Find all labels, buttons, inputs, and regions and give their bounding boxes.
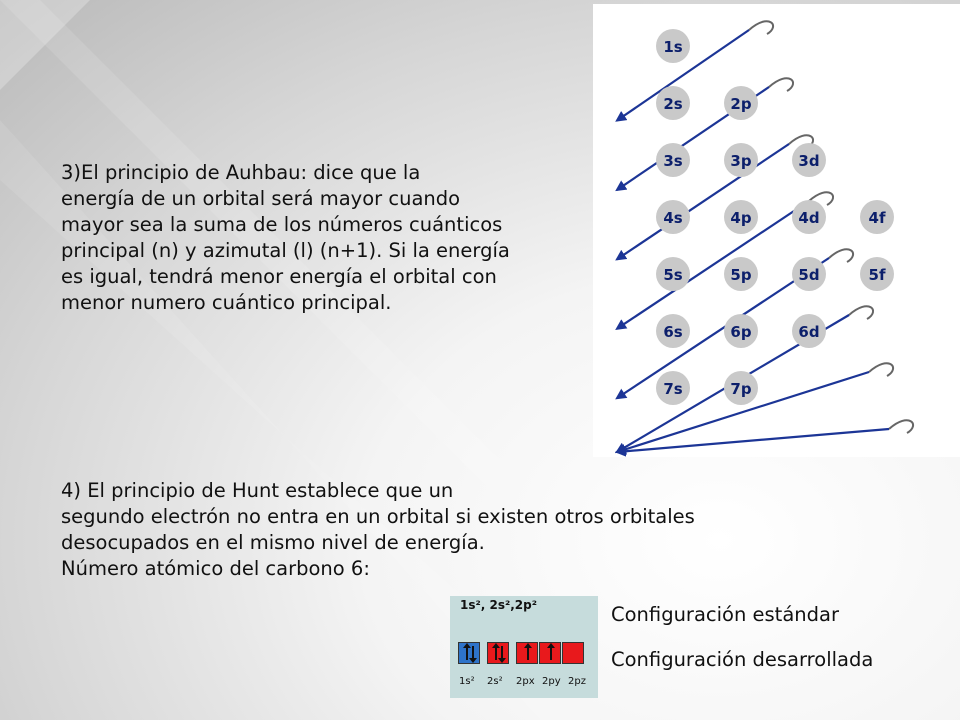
orbital-label: 7s: [663, 380, 683, 398]
orbital-label: 3p: [730, 152, 752, 170]
arrow-down-icon: [472, 646, 474, 660]
developed-configuration-caption: Configuración desarrollada: [611, 648, 874, 671]
text-line: 4) El principio de Hunt establece que un: [61, 479, 454, 502]
arrow-up-icon: [495, 646, 497, 660]
orbital-label: 4d: [798, 209, 820, 227]
diagonal-arrow: [617, 78, 793, 190]
diagonal-arrow: [617, 135, 813, 259]
orbital-label: 1s²: [459, 676, 475, 687]
orbital-label: 2s²: [487, 676, 503, 687]
aufbau-diagram-svg: [593, 4, 960, 457]
text-line: segundo electrón no entra en un orbital si existen otros orbitales: [61, 505, 695, 528]
hund-principle-paragraph: [61, 478, 861, 582]
arrow-up-icon: [550, 646, 552, 660]
orbital-box: [562, 642, 584, 664]
orbital-label: 6p: [730, 323, 752, 341]
orbital-label: 3d: [798, 152, 820, 170]
orbital-label: 2py: [542, 676, 561, 687]
orbital-box: [487, 642, 509, 664]
text-line: menor numero cuántico principal.: [61, 291, 392, 314]
orbital-label: 2pz: [568, 676, 586, 687]
orbital-label: 7p: [730, 380, 752, 398]
orbital-box: [539, 642, 561, 664]
orbital-label: 5s: [663, 266, 683, 284]
text-line: energía de un orbital será mayor cuando: [61, 187, 461, 210]
aufbau-principle-paragraph: [61, 160, 591, 316]
orbital-label: 4s: [663, 209, 683, 227]
standard-configuration-caption: Configuración estándar: [611, 603, 839, 626]
arrow-up-icon: [466, 646, 468, 660]
orbital-label: 6d: [798, 323, 820, 341]
text-line: mayor sea la suma de los números cuánticos: [61, 213, 503, 236]
orbital-boxes-2p: [516, 642, 585, 666]
text-line: desocupados en el mismo nivel de energía.: [61, 531, 485, 554]
orbital-box-2s: [487, 642, 510, 666]
orbital-label: 4p: [730, 209, 752, 227]
text-line: Número atómico del carbono 6:: [61, 557, 370, 580]
orbital-box: [458, 642, 480, 664]
orbital-label: 6s: [663, 323, 683, 341]
orbital-label: 5p: [730, 266, 752, 284]
orbital-label: 3s: [663, 152, 683, 170]
orbital-label: 5f: [868, 266, 886, 284]
orbital-label: 2s: [663, 95, 683, 113]
text-line: principal (n) y azimutal (l) (n+1). Si la energía: [61, 239, 510, 262]
orbital-label: 5d: [798, 266, 820, 284]
text-line: es igual, tendrá menor energía el orbital con: [61, 265, 497, 288]
orbital-label: 2p: [730, 95, 752, 113]
aufbau-diagram: [593, 4, 960, 457]
arrow-up-icon: [527, 646, 529, 660]
orbital-label: 1s: [663, 38, 683, 56]
carbon-configuration-image: [450, 596, 598, 698]
orbital-box-1s: [458, 642, 481, 666]
text-line: 3)El principio de Auhbau: dice que la: [61, 161, 421, 184]
arrow-down-icon: [501, 646, 503, 660]
configuration-title: 1s², 2s²,2p²: [460, 598, 537, 612]
orbital-label: 4f: [868, 209, 886, 227]
orbital-box: [516, 642, 538, 664]
orbital-label: 2px: [516, 676, 535, 687]
diagonal-arrow: [617, 363, 893, 452]
